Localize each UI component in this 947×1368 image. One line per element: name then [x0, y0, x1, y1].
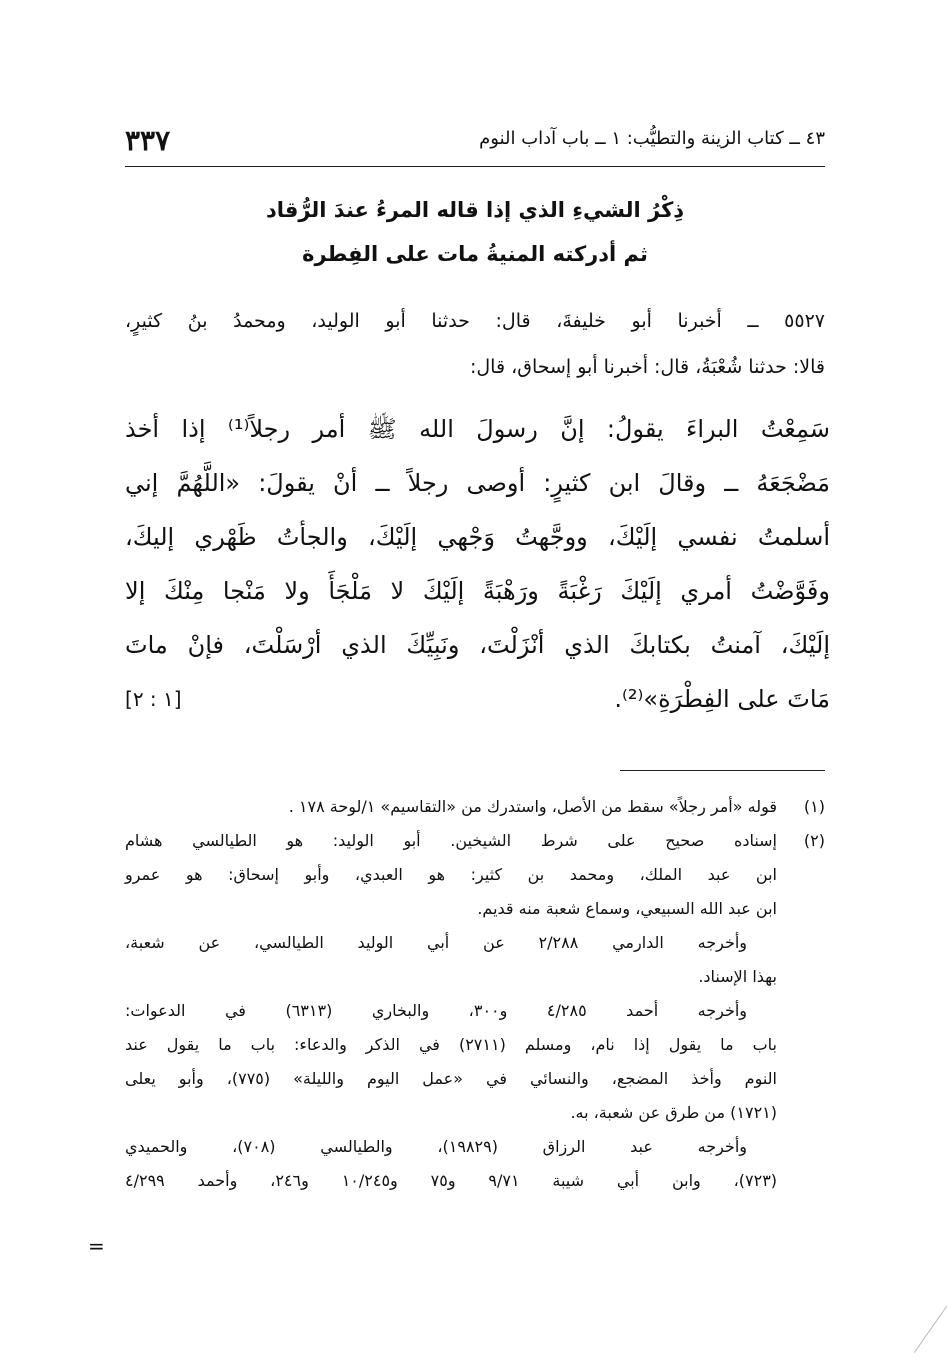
footnote-line: النوم وأخذ المضجع، والنسائي في «عمل اليوم والليلة» (٧٧٥)، وأبو يعلى	[125, 1069, 777, 1088]
footnote-line: (١٧٢١) من طرق عن شعبة، به.	[570, 1103, 777, 1122]
heading-line-2: ثم أدركته المنيةُ مات على الفِطرة	[302, 242, 648, 266]
footnote-line: قوله «أمر رجلاً» سقط من الأصل، واستدرك من «التقاسيم» ١/لوحة ١٧٨ .	[288, 797, 777, 816]
hadith-reference: [١ : ٢]	[125, 687, 182, 711]
hadith-text	[125, 402, 830, 726]
isnad-line-1: ٥٥٢٧ ــ أخبرنا أبو خليفةَ، قال: حدثنا أبو الوليد، ومحمدُ بنُ كثيرٍ،	[125, 310, 825, 332]
matn-line: وفَوَّضْتُ أمري إلَيْكَ رَغْبَةً ورَهْبَةً إلَيْكَ لا مَلْجَأَ ولا مَنْجا مِنْكَ إلا	[125, 577, 830, 605]
footnote	[125, 824, 825, 926]
continuation-mark: =	[88, 1234, 105, 1258]
footnote-paragraph	[125, 994, 825, 1130]
matn-line: سَمِعْتُ البراءَ يقولُ: إنَّ رسولَ الله ﷺ أمر رجلاً⁽¹⁾ إذا أخذ	[125, 415, 830, 443]
matn-line-last	[125, 672, 830, 726]
matn-line: مَضْجَعَهُ ــ وقالَ ابن كثيرٍ: أوصى رجلاً ــ أنْ يقولَ: «اللَّهُمَّ إني	[125, 469, 830, 497]
section-heading	[125, 188, 825, 276]
hadith-isnad	[125, 298, 825, 390]
matn-line: أسلمتُ نفسي إلَيْكَ، ووجَّهتُ وَجْهي إلَيْكَ، والجأتُ ظَهْري إليكَ،	[125, 523, 830, 551]
page-number: ٣٣٧	[125, 124, 171, 157]
footnote-line: وأخرجه عبد الرزاق (١٩٨٢٩)، والطيالسي (٧٠٨)، والحميدي	[125, 1137, 747, 1156]
footnote-line: باب ما يقول إذا نام، ومسلم (٢٧١١) في الذكر والدعاء: باب ما يقول عند	[125, 1035, 777, 1054]
footnote-line: وأخرجه أحمد ٤/٢٨٥ و٣٠٠، والبخاري (٦٣١٣) في الدعوات:	[125, 1001, 748, 1020]
footnote-number: (٢)	[803, 831, 825, 850]
scan-artifact	[914, 1303, 947, 1353]
footnote-number: (١)	[803, 797, 825, 816]
footnotes	[125, 790, 825, 1198]
running-head	[125, 120, 825, 164]
footnote-line: بهذا الإسناد.	[698, 967, 777, 986]
footnote-line: ابن عبد الله السبيعي، وسماع شعبة منه قديم.	[477, 899, 777, 918]
footnote-paragraph	[125, 1130, 825, 1198]
header-rule	[125, 166, 825, 167]
footnote-paragraph	[125, 926, 825, 994]
heading-line-1: ذِكْرُ الشيءِ الذي إذا قاله المرءُ عندَ الرُّقاد	[265, 198, 685, 222]
matn-line: مَاتَ على الفِطْرَةِ»⁽²⁾.	[614, 685, 830, 713]
isnad-line-2: قالا: حدثنا شُعْبَةُ، قال: أخبرنا أبو إسحاق، قال:	[469, 356, 825, 378]
footnote-line: وأخرجه الدارمي ٢/٢٨٨ عن أبي الوليد الطيالسي، عن شعبة،	[125, 933, 748, 952]
footnote-rule	[620, 770, 825, 771]
footnote-line: إسناده صحيح على شرط الشيخين. أبو الوليد: هو الطيالسي هشام	[125, 831, 777, 850]
footnote-line: (٧٢٣)، وابن أبي شيبة ٩/٧١ و٧٥ و١٠/٢٤٥ و٢٤٦، وأحمد ٤/٢٩٩	[125, 1171, 778, 1190]
matn-line: إلَيْكَ، آمنتُ بكتابكَ الذي أنْزَلْتَ، ونَبِيِّكَ الذي أرْسَلْتَ، فإنْ ماتَ	[125, 631, 830, 659]
footnote-line: ابن عبد الملك، ومحمد بن كثير: هو العبدي، وأبو إسحاق: هو عمرو	[125, 865, 777, 884]
chapter-title: ٤٣ ــ كتاب الزينة والتطيُّب: ١ ــ باب آداب النوم	[479, 128, 825, 149]
footnote	[125, 790, 825, 824]
